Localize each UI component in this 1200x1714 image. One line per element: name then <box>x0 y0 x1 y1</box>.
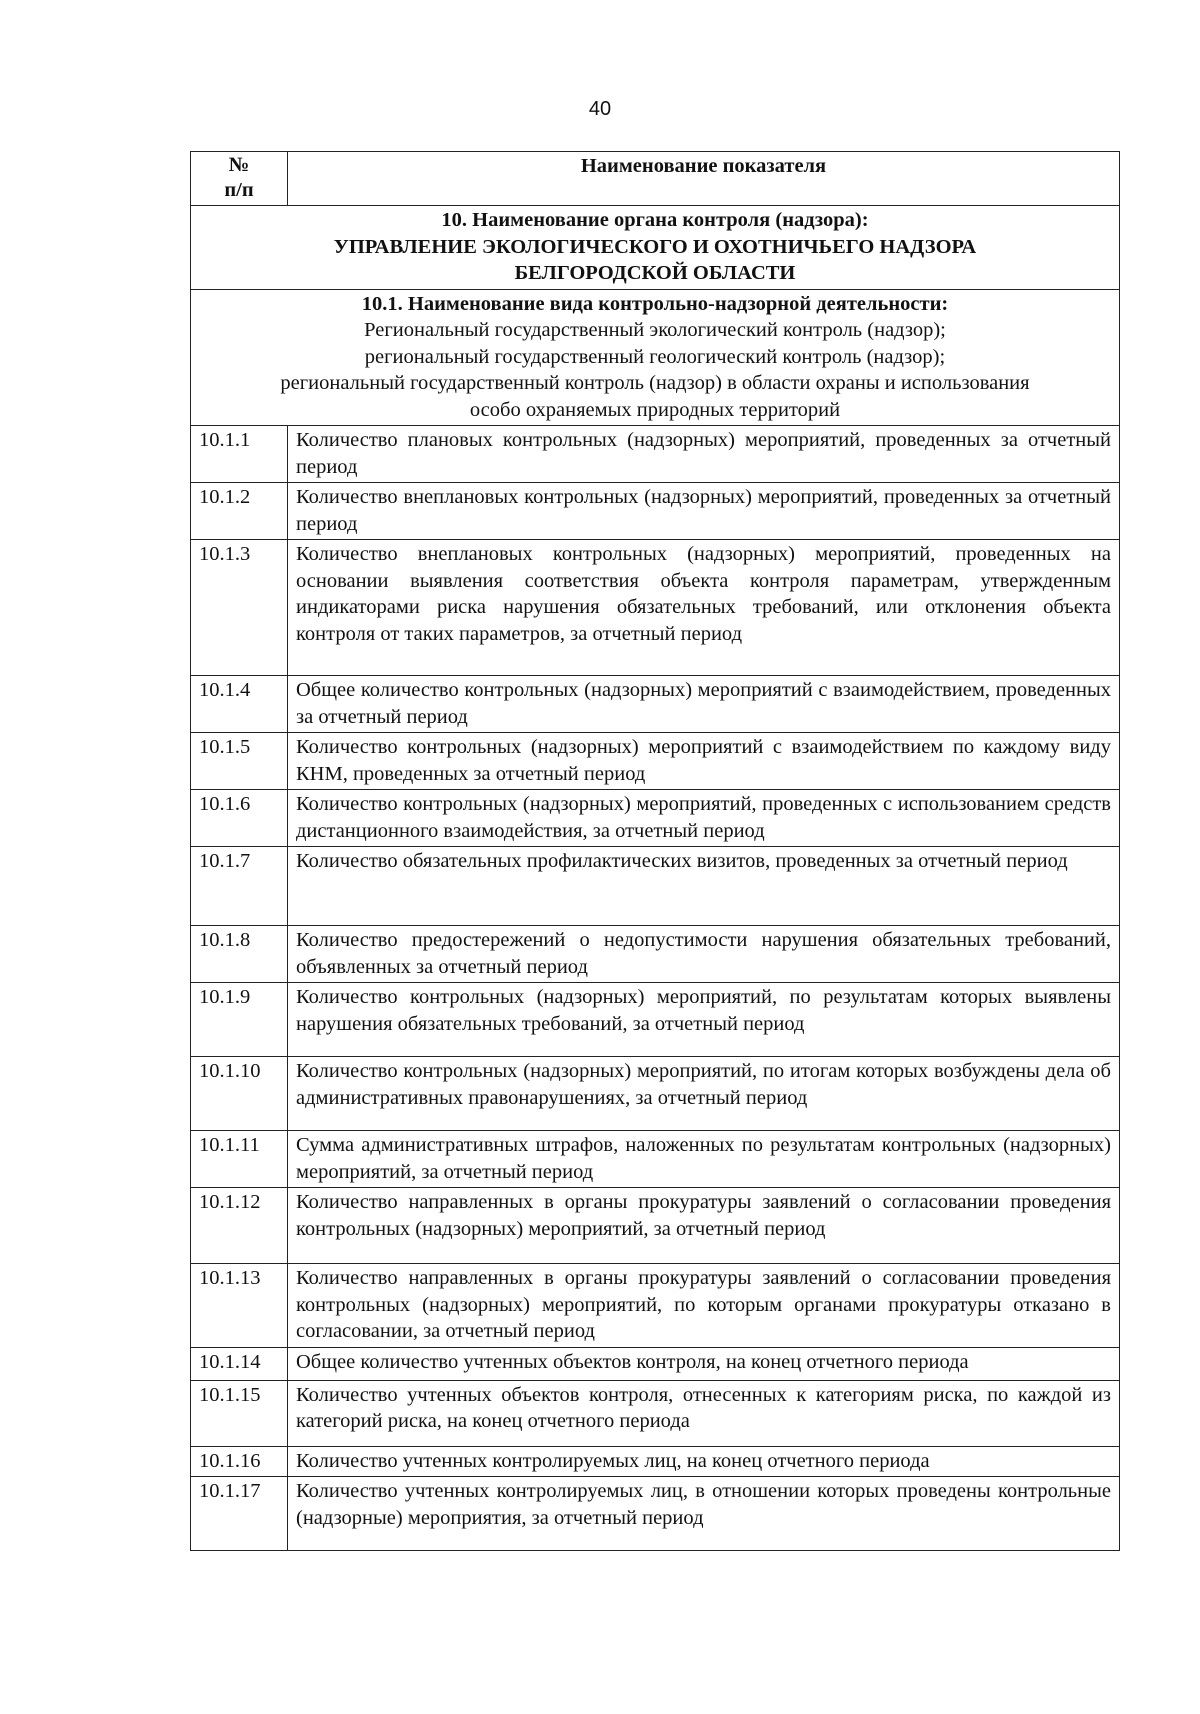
activity-line-3: региональный государственный контроль (надзор) в области охраны и использования <box>280 372 1030 394</box>
table-row <box>191 1446 1120 1477</box>
row-number: 10.1.3 <box>191 540 288 676</box>
table-row <box>191 676 1120 733</box>
row-number: 10.1.5 <box>191 733 288 790</box>
table-row <box>191 1264 1120 1348</box>
table-row <box>191 1057 1120 1131</box>
row-text: Количество учтенных контролируемых лиц, на конец отчетного периода <box>288 1446 1120 1477</box>
table-row <box>191 790 1120 847</box>
page-number: 40 <box>588 98 612 120</box>
row-text: Общее количество учтенных объектов контроля, на конец отчетного периода <box>288 1347 1120 1380</box>
activity-line-2: региональный государственный геологический контроль (надзор); <box>364 345 946 368</box>
row-number: 10.1.17 <box>191 1477 288 1551</box>
authority-line-2: УПРАВЛЕНИЕ ЭКОЛОГИЧЕСКОГО И ОХОТНИЧЬЕГО НАДЗОРА <box>333 235 977 258</box>
indicators-table <box>190 151 1120 1551</box>
number-sign: № <box>228 154 250 176</box>
activity-row <box>191 289 1120 426</box>
table-row <box>191 426 1120 483</box>
table-row <box>191 1188 1120 1264</box>
table-row <box>191 1347 1120 1380</box>
row-number: 10.1.2 <box>191 483 288 540</box>
table-row <box>191 540 1120 676</box>
row-text: Количество контрольных (надзорных) мероприятий с взаимодействием по каждому виду КНМ, проведенных за отчетный период <box>288 733 1120 790</box>
row-text: Количество направленных в органы прокуратуры заявлений о согласовании проведения контрольных (надзорных) мероприятий, за отчетный период <box>288 1188 1120 1264</box>
row-text: Количество направленных в органы прокуратуры заявлений о согласовании проведения контрольных (надзорных) мероприятий, по которым органами прокуратуры отказано в согласовании, за отчетный период <box>288 1264 1120 1348</box>
table-row <box>191 483 1120 540</box>
row-text: Количество обязательных профилактических визитов, проведенных за отчетный период <box>288 847 1120 926</box>
authority-line-1: 10. Наименование органа контроля (надзора): <box>441 209 869 231</box>
table-row <box>191 733 1120 790</box>
authority-heading <box>191 206 1120 290</box>
table-row <box>191 983 1120 1057</box>
row-number: 10.1.6 <box>191 790 288 847</box>
row-number: 10.1.16 <box>191 1446 288 1477</box>
authority-row <box>191 206 1120 290</box>
row-text: Количество контрольных (надзорных) мероприятий, по результатам которых выявлены нарушения обязательных требований, за отчетный период <box>288 983 1120 1057</box>
name-column-header: Наименование показателя <box>288 152 1120 206</box>
table-header-row <box>191 152 1120 206</box>
number-abbrev: п/п <box>224 179 254 201</box>
row-number: 10.1.11 <box>191 1131 288 1188</box>
row-number: 10.1.8 <box>191 926 288 983</box>
row-text: Сумма административных штрафов, наложенных по результатам контрольных (надзорных) мероприятий, за отчетный период <box>288 1131 1120 1188</box>
row-number: 10.1.12 <box>191 1188 288 1264</box>
table-row <box>191 847 1120 926</box>
row-number: 10.1.7 <box>191 847 288 926</box>
row-number: 10.1.4 <box>191 676 288 733</box>
activity-title: 10.1. Наименование вида контрольно-надзорной деятельности: <box>361 292 949 315</box>
activity-line-1: Региональный государственный экологический контроль (надзор); <box>364 319 946 341</box>
row-text: Количество контрольных (надзорных) мероприятий, по итогам которых возбуждены дела об административных правонарушениях, за отчетный период <box>288 1057 1120 1131</box>
activity-line-4: особо охраняемых природных территорий <box>469 398 841 421</box>
row-text: Количество внеплановых контрольных (надзорных) мероприятий, проведенных за отчетный период <box>288 483 1120 540</box>
row-text: Количество плановых контрольных (надзорных) мероприятий, проведенных за отчетный период <box>288 426 1120 483</box>
row-text: Количество предостережений о недопустимости нарушения обязательных требований, объявленных за отчетный период <box>288 926 1120 983</box>
table-row <box>191 926 1120 983</box>
row-number: 10.1.9 <box>191 983 288 1057</box>
row-number: 10.1.15 <box>191 1380 288 1446</box>
authority-line-3: БЕЛГОРОДСКОЙ ОБЛАСТИ <box>514 262 796 284</box>
table-row <box>191 1131 1120 1188</box>
number-column-header <box>191 152 288 206</box>
row-text: Количество учтенных контролируемых лиц, в отношении которых проведены контрольные (надзорные) мероприятия, за отчетный период <box>288 1477 1120 1551</box>
row-number: 10.1.10 <box>191 1057 288 1131</box>
indicator-rows <box>191 426 1120 1551</box>
table-row <box>191 1380 1120 1446</box>
row-text: Количество внеплановых контрольных (надзорных) мероприятий, проведенных на основании выявления соответствия объекта контроля параметрам, утвержденным индикаторами риска нарушения обязательных требований, или отклонения объекта контроля от таких параметров, за отчетный период <box>288 540 1120 676</box>
row-number: 10.1.14 <box>191 1347 288 1380</box>
row-number: 10.1.1 <box>191 426 288 483</box>
row-text: Количество контрольных (надзорных) мероприятий, проведенных с использованием средств дистанционного взаимодействия, за отчетный период <box>288 790 1120 847</box>
row-text: Общее количество контрольных (надзорных) мероприятий с взаимодействием, проведенных за отчетный период <box>288 676 1120 733</box>
row-number: 10.1.13 <box>191 1264 288 1348</box>
row-text: Количество учтенных объектов контроля, отнесенных к категориям риска, по каждой из категорий риска, на конец отчетного периода <box>288 1380 1120 1446</box>
activity-heading <box>191 289 1120 426</box>
table-row <box>191 1477 1120 1551</box>
